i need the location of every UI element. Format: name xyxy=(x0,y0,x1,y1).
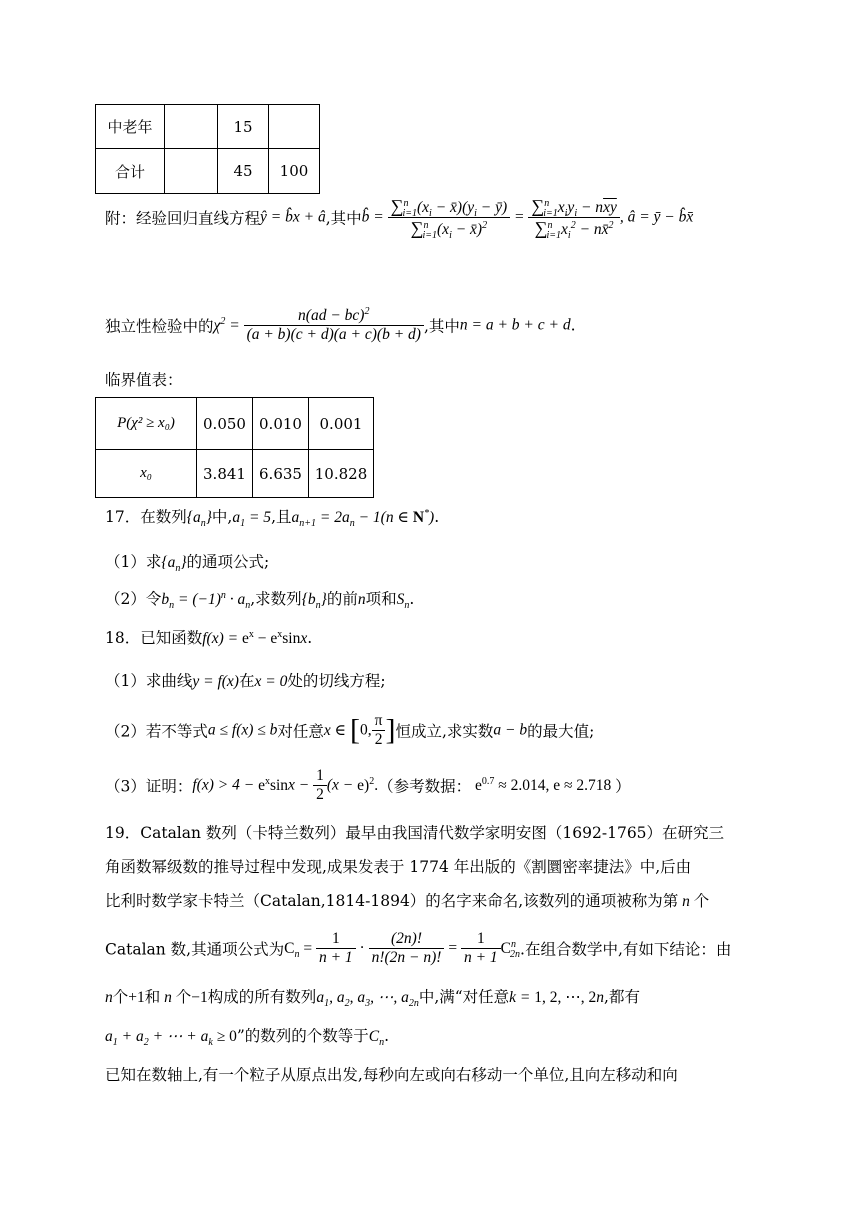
q17-stem: 17．在数列$\{a_n\}$中$,a_1 = 5$,且$a_{n+1} = 2a_n - 1(n$ ∈ N*). xyxy=(105,507,440,530)
question-number: 17． xyxy=(105,508,141,526)
q17-p2b: ,求数列 xyxy=(250,590,302,608)
regression-formula: 附：经验回归直线方程ŷ = b̂x + â,其中b̂ = $\frac{\sum^n_{i=1}(x_i - x̄)(y_i - ȳ)}{\sum^n_{i=1}(x_i - x̄)^2}$ = $\frac{\sum^n_{i=1}x_iy_i - n\overline{xy}}{\sum^n_{i=1}x_i^2 - nx̄^2}$ , â = ȳ − b̂x̄ xyxy=(105,196,694,242)
q17-intro2: 中, xyxy=(211,508,233,526)
table-cell: 6.635 xyxy=(253,450,309,498)
table-row xyxy=(96,105,320,149)
q19-text-4b: .在组合数学中,有如下结论：由 xyxy=(520,940,732,959)
q19-line3: 比利时数学家卡特兰（Catalan,1814-1894）的名字来命名,该数列的通项被称为第 n 个 xyxy=(105,892,710,910)
table-row xyxy=(96,149,320,194)
table-cell: 100 xyxy=(269,149,320,194)
chi-square-formula: 独立性检验中的$\chi^2$ = $\frac{n(ad - bc)^2}{(a + b)(c + d)(a + c)(b + d)}$ ,其中n = a + b + c + d. xyxy=(105,305,576,343)
critical-value-table xyxy=(95,397,374,498)
table-cell: 0.001 xyxy=(309,398,374,450)
q18-p2d: 的最大值; xyxy=(527,722,595,741)
q17-p2c: 的前 xyxy=(326,590,358,608)
chi-prefix: 独立性检验中的 xyxy=(105,317,214,336)
q19-text-3b: 个 xyxy=(693,892,710,910)
table-row xyxy=(96,398,374,450)
q18-p2b: 对任意 xyxy=(277,722,324,741)
table-cell: 合计 xyxy=(96,149,165,194)
chi-suffix: ,其中 xyxy=(423,317,460,336)
q17-part1: （1）求$\{a_n\}$的通项公式; xyxy=(105,553,270,575)
q19-text-5a: 个 xyxy=(112,988,129,1006)
q19-text-6b: . xyxy=(384,1027,390,1045)
q19-text-5b: 和 xyxy=(144,988,161,1006)
table-cell: 3.841 xyxy=(197,450,253,498)
q18-part3: （3）证明：$f(x) > 4 - e^x\sin x$ − $\frac{1}{2}$ $(x - e)^2$.（参考数据： $e^{0.7} \approx 2.014$, e ≈ 2.718 ） xyxy=(105,767,631,803)
q17-p2d: 项和 xyxy=(365,590,397,608)
crit-title: 临界值表： xyxy=(105,371,183,389)
pi-half-fraction: $\frac{\pi}{2}$ xyxy=(372,712,386,749)
table-cell: 15 xyxy=(218,105,269,149)
q19-line2: 角函数幂级数的推导过程中发现,成果发表于 1774 年出版的《割圜密率捷法》中,后由 xyxy=(105,858,692,876)
q19-text-4a: Catalan 数,其通项公式为 xyxy=(105,940,285,959)
q19-line4: Catalan 数,其通项公式为$C_n$ = $\frac{1}{n + 1}$ · $\frac{(2n)!}{n!(2n - n)!}$ = $\frac{1}{n + 1}$ $C^n_{2n}$.在组合数学中,有如下结论：由 xyxy=(105,930,732,966)
q18-p3c: ） xyxy=(615,777,631,796)
q17-part2: （2）令$b_n = (-1)^n \cdot a_n$,求数列$\{b_n\}$的前n项和$S_n$. xyxy=(105,589,415,612)
table-cell: 0.010 xyxy=(253,398,309,450)
q19-text-6a: ”的数列的个数等于 xyxy=(236,1027,369,1045)
question-number: 18． xyxy=(105,629,141,647)
q18-part1: （1）求曲线y = f(x)在x = 0处的切线方程; xyxy=(105,672,386,690)
q18-part2: （2）若不等式a ≤ f(x) ≤ b对任意x ∈ [0, $\frac{\pi}{2}$ ]恒成立,求实数a − b的最大值; xyxy=(105,712,595,748)
appendix-mid: ,其中 xyxy=(325,209,362,228)
table-cell xyxy=(165,105,218,149)
q17-p2e: . xyxy=(409,590,415,608)
q19-line6: $a_1 + a_2$ + ⋯ + $a_k \ge 0$”的数列的个数等于$C_n$. xyxy=(105,1027,390,1049)
q18-p2c: 恒成立,求实数 xyxy=(395,722,494,741)
table-cell: 10.828 xyxy=(309,450,374,498)
table-row xyxy=(96,450,374,498)
q18-p3: （3）证明： xyxy=(105,777,193,796)
catalan-frac-2: $\frac{(2n)!}{n!(2n - n)!}$ xyxy=(369,930,445,967)
survey-table xyxy=(95,104,320,194)
q19-line1 xyxy=(105,824,724,843)
q17-p1b: 的通项公式; xyxy=(186,553,270,571)
q19-text-1: Catalan 数列（卡特兰数列）最早由我国清代数学家明安图（1692-1765）在研究三 xyxy=(140,824,725,842)
q17-intro: 在数列 xyxy=(140,508,187,526)
q19-text-3: 比利时数学家卡特兰（Catalan,1814-1894）的名字来命名,该数列的通项被称为第 xyxy=(105,892,679,910)
q18-p1c: 处的切线方程; xyxy=(287,672,386,690)
table-cell: x₀ xyxy=(96,450,197,498)
q18-stem: 18．已知函数$f(x) = e^x - e^x\sin x$. xyxy=(105,628,313,647)
q18-p1b: 在 xyxy=(238,672,255,690)
b-hat-fraction-2: $\frac{\sum^n_{i=1}x_iy_i - n\overline{xy}}{\sum^n_{i=1}x_i^2 - nx̄^2}$ xyxy=(528,196,619,239)
q18-intro: 已知函数 xyxy=(140,629,203,647)
q17-p2: （2）令 xyxy=(105,590,162,608)
chi-fraction: $\frac{n(ad - bc)^2}{(a + b)(c + d)(a + c)(b + d)}$ xyxy=(244,307,424,344)
question-number: 19． xyxy=(105,824,141,842)
q19-line5: n个+1和 n 个−1构成的所有数列$a_1$, $a_2$, $a_3$, ⋯, $a_{2n}$中,满“对任意k = 1, 2, ⋯, 2n,都有 xyxy=(105,988,640,1010)
q17-intro3: ,且 xyxy=(271,508,292,526)
catalan-frac-3: $\frac{1}{n + 1}$ xyxy=(461,930,501,967)
appendix-prefix: 附：经验回归直线方程 xyxy=(105,209,261,228)
table-cell: 45 xyxy=(218,149,269,194)
q18-p3b: （参考数据： xyxy=(378,777,472,796)
table-cell xyxy=(165,149,218,194)
table-cell: P(χ² ≥ x₀) xyxy=(96,398,197,450)
q19-text-5d: 构成的所有数列 xyxy=(207,988,317,1006)
half-fraction: $\frac{1}{2}$ xyxy=(313,767,327,804)
q18-p2: （2）若不等式 xyxy=(105,722,208,741)
q19-text-5e: 中,满“对任意 xyxy=(418,988,510,1006)
table-cell xyxy=(269,105,320,149)
table-cell: 0.050 xyxy=(197,398,253,450)
q19-line7: 已知在数轴上,有一个粒子从原点出发,每秒向左或向右移动一个单位,且向左移动和向 xyxy=(105,1066,678,1084)
q18-p1: （1）求曲线 xyxy=(105,672,193,690)
q19-text-5c: 个 xyxy=(175,988,192,1006)
q17-p1: （1）求 xyxy=(105,553,162,571)
b-hat-fraction-1: $\frac{\sum^n_{i=1}(x_i - x̄)(y_i - ȳ)}{\sum^n_{i=1}(x_i - x̄)^2}$ xyxy=(388,196,511,239)
catalan-frac-1: $\frac{1}{n + 1}$ xyxy=(316,930,356,967)
table-cell: 中老年 xyxy=(96,105,165,149)
q19-text-5f: ,都有 xyxy=(604,988,640,1006)
